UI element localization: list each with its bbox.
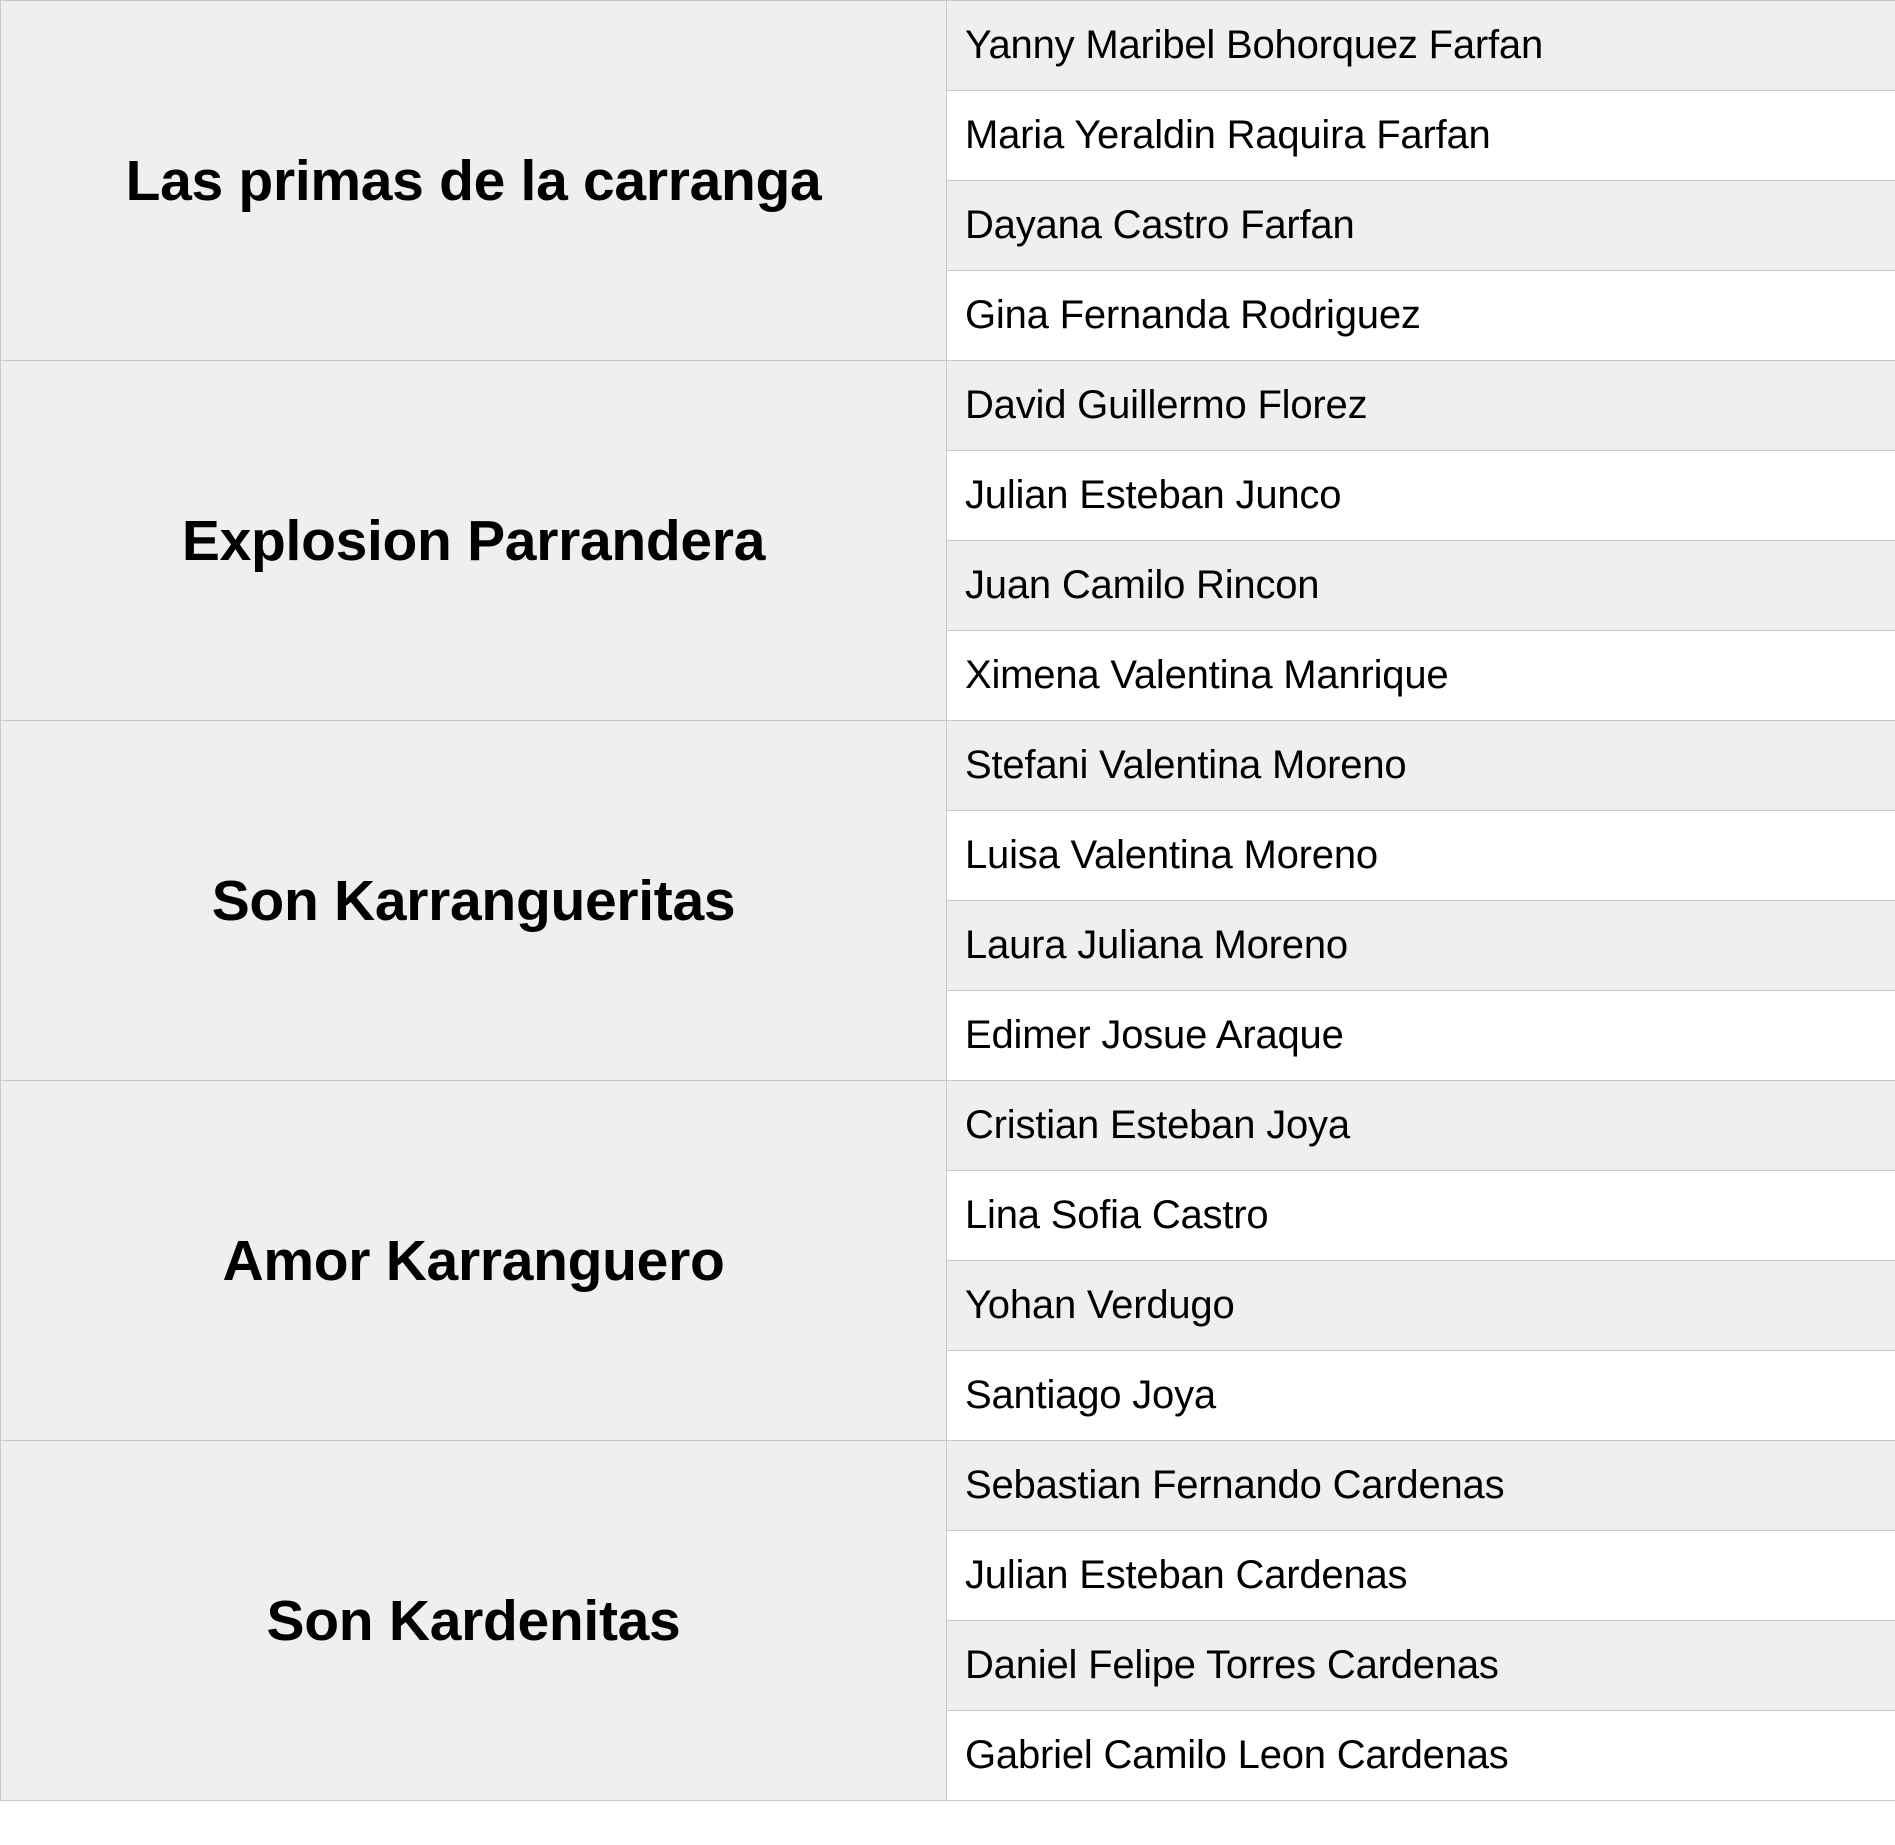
group-name-cell: Explosion Parrandera [1,361,947,721]
member-cell: Yohan Verdugo [947,1261,1895,1351]
group-name-cell: Son Kardenitas [1,1441,947,1801]
member-cell: Julian Esteban Cardenas [947,1531,1895,1621]
group-name-cell: Las primas de la carranga [1,1,947,361]
groups-table-body [1,1,1895,1801]
table-row [1,1,1895,91]
group-name-cell: Amor Karranguero [1,1081,947,1441]
member-cell: Luisa Valentina Moreno [947,811,1895,901]
table-row [1,361,1895,451]
table-row [1,721,1895,811]
member-cell: Santiago Joya [947,1351,1895,1441]
group-name-cell: Son Karrangueritas [1,721,947,1081]
member-cell: Gina Fernanda Rodriguez [947,271,1895,361]
member-cell: Edimer Josue Araque [947,991,1895,1081]
member-cell: Cristian Esteban Joya [947,1081,1895,1171]
member-cell: Juan Camilo Rincon [947,541,1895,631]
member-cell: Stefani Valentina Moreno [947,721,1895,811]
member-cell: Laura Juliana Moreno [947,901,1895,991]
member-cell: Daniel Felipe Torres Cardenas [947,1621,1895,1711]
member-cell: Gabriel Camilo Leon Cardenas [947,1711,1895,1801]
member-cell: Dayana Castro Farfan [947,181,1895,271]
member-cell: Sebastian Fernando Cardenas [947,1441,1895,1531]
member-cell: David Guillermo Florez [947,361,1895,451]
member-cell: Lina Sofia Castro [947,1171,1895,1261]
table-row [1,1441,1895,1531]
member-cell: Yanny Maribel Bohorquez Farfan [947,1,1895,91]
member-cell: Ximena Valentina Manrique [947,631,1895,721]
member-cell: Julian Esteban Junco [947,451,1895,541]
table-row [1,1081,1895,1171]
member-cell: Maria Yeraldin Raquira Farfan [947,91,1895,181]
